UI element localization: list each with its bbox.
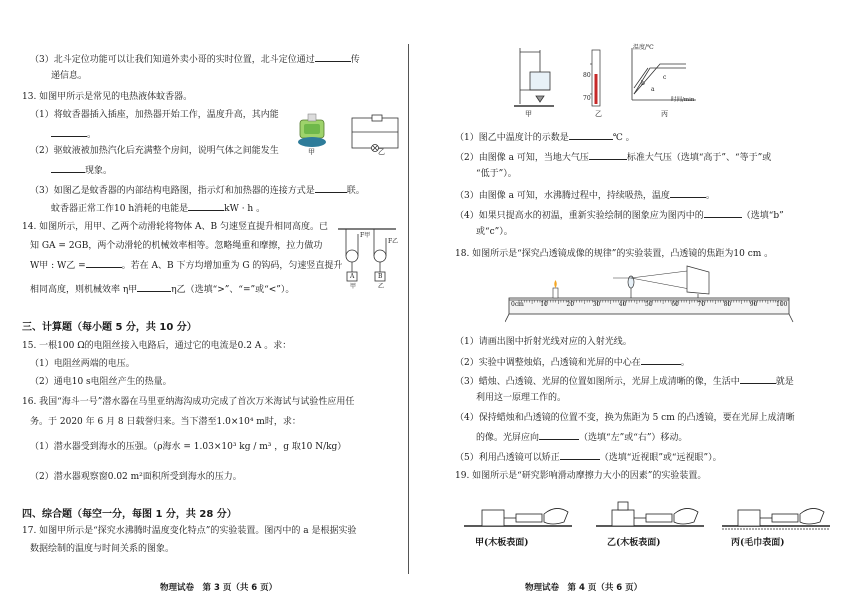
fig19-friction-figure — [460, 486, 855, 544]
q17-3-line — [455, 188, 715, 202]
q14-line3-rest: 。若在 A、B 下方均增加重为 G 的钩码，匀速竖直提升 — [121, 261, 343, 271]
fig17-label-bing: 丙 — [661, 110, 668, 118]
q13-3-line2 — [51, 201, 265, 215]
lens-icon — [628, 276, 634, 298]
q18-5-text: （5）利用凸透镜可以矫正 — [455, 453, 560, 463]
answer-blank — [188, 201, 224, 211]
screen-icon — [687, 266, 709, 298]
answer-blank — [315, 52, 351, 62]
fig14-block-b: B — [378, 273, 383, 280]
q13-1-text: （1）将蚊香器插入插座，加热器开始工作，温度升高，其内能 — [30, 110, 279, 120]
section-3-heading: 三、计算题（每小题 5 分，共 10 分） — [22, 322, 197, 333]
q15-2: （2）通电10 s电阻丝产生的热量。 — [30, 377, 172, 387]
apparatus-jia — [514, 48, 554, 106]
answer-blank — [589, 150, 627, 160]
ruler-label: 70 — [697, 301, 706, 308]
q12-3-line — [30, 52, 360, 66]
q18-2-end: 。 — [680, 358, 690, 368]
q18-2-text: （2）实验中调整烛焰，凸透镜和光屏的中心在 — [455, 358, 641, 368]
fig19-label-jia: 甲(木板表面) — [475, 538, 529, 548]
answer-blank — [539, 430, 579, 440]
q13-2-end: 现象。 — [85, 166, 113, 176]
q17-2-text: （2）由图像 a 可知，当地大气压 — [455, 153, 589, 163]
ruler-label: 30 — [592, 301, 601, 308]
q12-3-text-end: 传 — [350, 55, 360, 65]
ruler-label: 60 — [671, 301, 679, 308]
q16-1: （1）潜水器受到海水的压强。（ρ海水 = 1.03×10³ kg / m³ ，g 取10 N/kg） — [30, 442, 347, 452]
page-footer-left: 物理试卷 第 3 页（共 6 页） — [160, 583, 278, 593]
q18-3-rest: 就是 — [775, 377, 794, 387]
candle-icon — [553, 280, 558, 298]
ruler-label: 90 — [749, 301, 758, 308]
fig13-heater-figure — [290, 112, 402, 172]
q18-2-line — [455, 355, 690, 369]
right-column — [415, 0, 867, 612]
q18-3-line — [455, 374, 794, 388]
q14-ratio-label: W甲 : W乙 = — [30, 261, 86, 271]
q18-4-text: （4）保持蜡烛和凸透镜的位置不变，换为焦距为 5 cm 的凸透镜，要在光屏上成清晰 — [455, 413, 795, 423]
q13-1-end: 。 — [87, 130, 97, 140]
thermometer-yi — [590, 50, 600, 106]
answer-blank — [86, 258, 122, 268]
q13-2-text: （2）驱蚊液被加热汽化后充满整个房间，说明气体之间能发生 — [30, 146, 279, 156]
fig17-tick-80: 80 — [583, 72, 591, 79]
q18-4-line2 — [476, 430, 687, 444]
q14-efficiency-label: 相同高度，则机械效率 η甲 — [30, 285, 138, 295]
q16-2: （2）潜水器观察窗0.02 m²面积所受到海水的压力。 — [30, 472, 242, 482]
fig18-optical-bench — [505, 264, 795, 326]
fig14-block-a: A — [350, 273, 355, 280]
q17-2-line — [455, 150, 771, 164]
setup-jia — [464, 508, 572, 526]
setup-yi — [596, 502, 704, 526]
page-footer-right: 物理试卷 第 4 页（共 6 页） — [525, 583, 643, 593]
rays — [613, 270, 695, 290]
fig17-curve-b: b — [641, 80, 645, 87]
answer-blank — [137, 282, 171, 292]
q17-1-text: （1）图乙中温度计的示数是 — [455, 133, 569, 143]
q18-1: （1）请画出图中折射光线对应的入射光线。 — [455, 337, 632, 347]
setup-bing — [722, 508, 830, 529]
fig14-force-yi: F乙 — [388, 238, 399, 245]
q17-line1: 17. 如图甲所示是“探究水沸腾时温度变化特点”的实验装置。图丙中的 a 是根据实验 — [22, 526, 357, 536]
fig19-label-bing: 丙(毛巾表面) — [731, 538, 785, 548]
ruler-label: 80 — [723, 301, 732, 308]
fig14-force-jia: F甲 — [360, 232, 371, 239]
answer-blank — [569, 130, 613, 140]
q15-stem: 15. 一根100 Ω的电阻丝接入电路后，通过它的电流是0.2 A 。求： — [22, 341, 292, 351]
fig17-boiling-figure — [510, 44, 750, 116]
q14-line4 — [30, 282, 294, 296]
fig17-y-label: 温度/℃ — [633, 44, 654, 51]
q17-4-continuation: 或“c”）。 — [476, 227, 513, 237]
section-4-heading: 四、综合题（每空一分，每图 1 分，共 28 分） — [22, 509, 237, 520]
answer-blank — [315, 183, 347, 193]
circuit-diagram — [352, 115, 398, 152]
fig19-label-yi: 乙(木板表面) — [607, 538, 661, 548]
answer-blank — [670, 188, 706, 198]
answer-blank — [740, 374, 776, 384]
q13-3-text2: 蚊香器正常工作10 h消耗的电能是 — [51, 204, 189, 214]
q14-line3 — [30, 258, 342, 272]
q18-3-text: （3）蜡烛、凸透镜、光屏的位置如图所示，光屏上成清晰的像，生活中 — [455, 377, 740, 387]
q18-3-continuation: 利用这一原理工作的。 — [476, 393, 567, 403]
q12-3-text: （3）北斗定位功能可以让我们知道外卖小哥的实时位置，北斗定位通过 — [30, 55, 315, 65]
fig17-curve-c: c — [663, 74, 667, 81]
fig14-label-yi: 乙 — [378, 283, 385, 290]
q13-stem: 13. 如图甲所示是常见的电热液体蚊香器。 — [22, 92, 193, 102]
answer-blank — [51, 163, 85, 173]
q19-stem: 19. 如图所示是“研究影响滑动摩擦力大小的因素”的实验装置。 — [455, 471, 707, 481]
fig13-label-jia: 甲 — [308, 148, 315, 156]
q13-3-unit: kW · h 。 — [224, 204, 266, 214]
q16-line1: 16. 我国“海斗一号”潜水器在马里亚纳海沟成功完成了首次万米海试与试验性应用任 — [22, 397, 355, 407]
answer-blank — [641, 355, 681, 365]
q17-4-rest: （选填“b” — [741, 211, 784, 221]
fig17-label-yi: 乙 — [595, 110, 602, 118]
q13-1-blank-line — [51, 127, 96, 141]
fig17-curve-a: a — [651, 86, 655, 93]
ruler-label: 10 — [540, 301, 548, 308]
q13-3-text: （3）如图乙是蚊香器的内部结构电路图，指示灯和加热器的连接方式是 — [30, 186, 315, 196]
ruler-label: 50 — [645, 301, 653, 308]
q18-4-rest: （选填“左”或“右”）移动。 — [579, 433, 688, 443]
ruler-unit: 0cm — [511, 301, 524, 308]
fig13-label-yi: 乙 — [378, 148, 385, 156]
q14-line4-rest: η乙（选填“>”、“=”或“<”）。 — [171, 285, 295, 295]
q18-4-text2: 的像。光屏应向 — [476, 433, 540, 443]
ruler-label: 100 — [776, 301, 788, 308]
q13-3-end: 联。 — [346, 186, 365, 196]
q16-line2: 务。于 2020 年 6 月 8 日载誉归来。当下潜至1.0×10⁴ m时，求： — [30, 417, 301, 427]
answer-blank — [704, 208, 742, 218]
q17-1-line — [455, 130, 635, 144]
q13-1-line — [30, 109, 279, 121]
q14-line1: 14. 如图所示，用甲、乙两个动滑轮将物体 A、B 匀速竖直提升相同高度。已 — [22, 222, 329, 232]
left-column — [0, 0, 405, 612]
q15-1: （1）电阻丝两端的电压。 — [30, 359, 135, 369]
ruler-label: 40 — [618, 301, 627, 308]
answer-blank — [560, 450, 600, 460]
q17-1-unit: ℃ 。 — [612, 133, 635, 143]
column-divider — [408, 44, 409, 574]
q17-3-text: （3）由图像 a 可知，水沸腾过程中，持续吸热，温度 — [455, 191, 670, 201]
q14-line2: 知 GA = 2GB，两个动滑轮的机械效率相等。忽略绳重和摩擦，拉力做功 — [30, 241, 323, 251]
q17-2-rest: 标准大气压（选填“高于”、“等于”或 — [626, 153, 772, 163]
fig17-label-jia: 甲 — [525, 110, 532, 118]
fig17-x-label: 时间/min — [671, 97, 695, 103]
q17-2-continuation: “低于”）。 — [476, 169, 517, 179]
fig17-tick-70: 70 — [583, 95, 591, 102]
q17-4-line — [455, 208, 784, 222]
heater-device-icon — [298, 114, 326, 147]
q17-line2: 数据绘制的温度与时间关系的图象。 — [30, 544, 175, 554]
q18-stem: 18. 如图所示是“探究凸透镜成像的规律”的实验装置，凸透镜的焦距为10 cm 。 — [455, 249, 774, 259]
q18-5-line — [455, 450, 722, 464]
q18-5-rest: （选填“近视眼”或“远视眼”）。 — [599, 453, 722, 463]
q17-4-text: （4）如果只提高水的初温，重新实验绘制的图象应为图丙中的 — [455, 211, 704, 221]
fig14-label-jia: 甲 — [350, 283, 357, 290]
q12-3-continuation: 递信息。 — [51, 71, 88, 81]
q13-3-line — [30, 183, 365, 197]
ruler-label: 20 — [566, 301, 575, 308]
answer-blank — [51, 127, 87, 137]
q13-2-blank-line — [51, 163, 112, 177]
q17-3-end: 。 — [705, 191, 715, 201]
